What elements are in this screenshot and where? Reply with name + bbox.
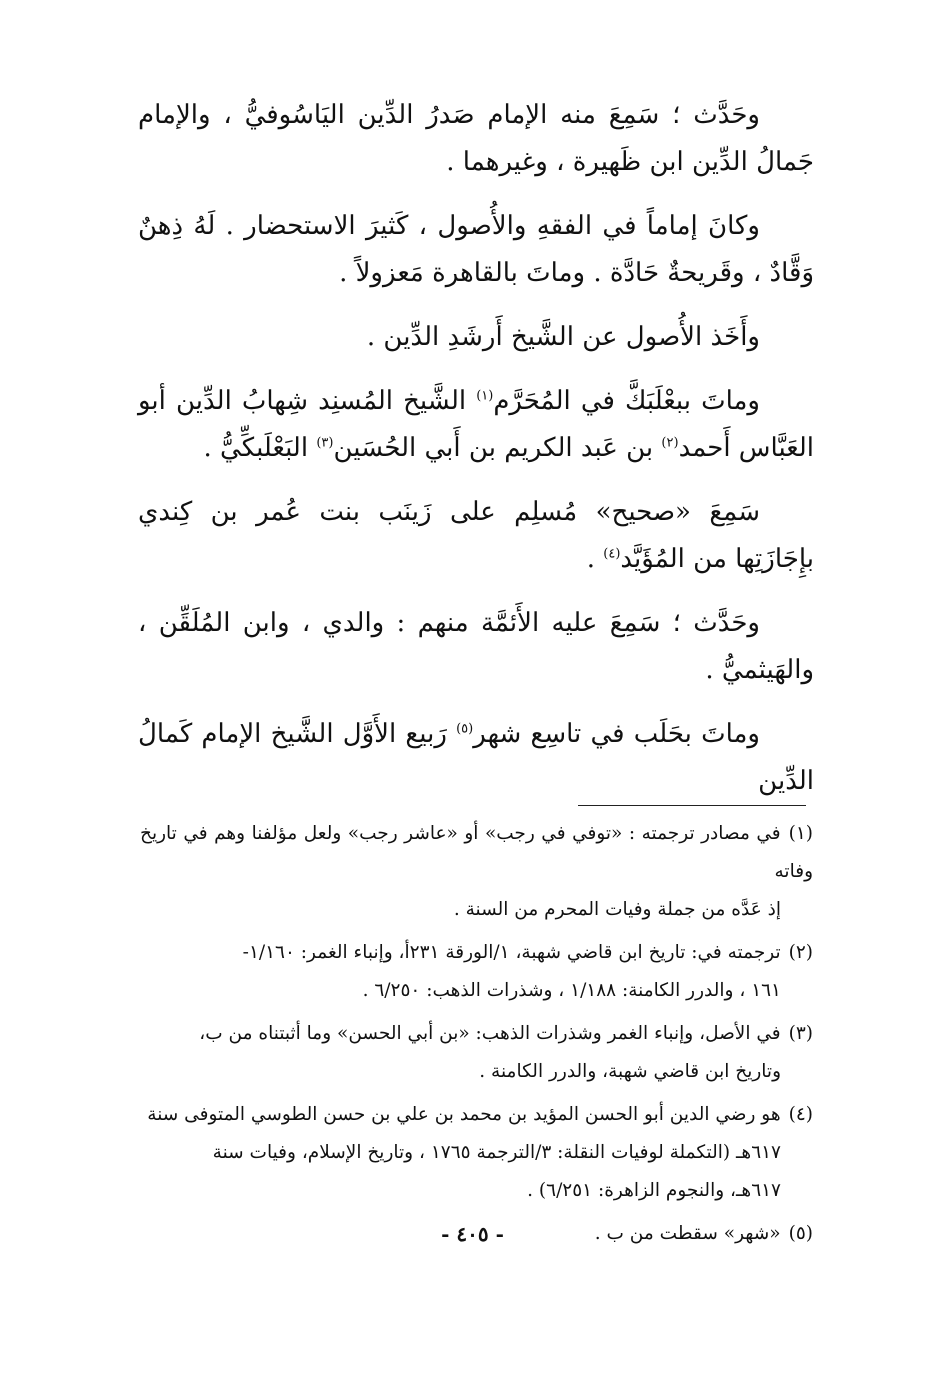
- footnote-number: (٤): [788, 1104, 813, 1125]
- paragraph-text: وكانَ إماماً في الفقهِ والأُصول ، كَثيرَ الاستحضار . لَهُ ذِهنٌ وَقَّادٌ ، وقَريحةٌ حَادَّة . وماتَ بالقاهرة مَعزولاً .: [138, 211, 814, 288]
- footnote-2: [140, 934, 813, 1010]
- footnote-text-continued: ١٦١ ، والدرر الكامنة: ١/١٨٨ ، وشذرات الذهب: ٦/٢٥٠ .: [362, 980, 781, 1001]
- footnote-text-continued: ٦١٧هـ (التكملة لوفيات النقلة: ٣/الترجمة ١٧٦٥ ، وتاريخ الإسلام، وفيات سنة: [212, 1142, 781, 1163]
- paragraph-6: [138, 600, 814, 694]
- paragraph-text: وحَدَّث ؛ سَمِعَ عليه الأَئمَّة منهم : والدي ، وابن المُلَقِّن ، والهَيثميُّ .: [138, 608, 814, 685]
- paragraph-text: البَعْلَبكِّيُّ .: [203, 433, 317, 463]
- paragraph-3: [138, 314, 814, 361]
- paragraph-text: وحَدَّث ؛ سَمِعَ منه الإمام صَدرُ الدِّين اليَاسُوفيُّ ، والإمام جَمالُ الدِّين ابن ظَهيرة ، وغيرهما .: [138, 100, 814, 177]
- paragraph-text: رَبيع الأَوَّل الشَّيخ الإمام كَمالُ الدِّين: [138, 719, 814, 796]
- footnote-3: [140, 1015, 813, 1091]
- footnote-number: (٢): [788, 942, 813, 963]
- footnote-number: (٣): [788, 1023, 813, 1044]
- paragraph-4: [138, 378, 814, 472]
- page-number: - ٤٠٥ -: [441, 1222, 504, 1246]
- footnote-separator: [578, 805, 806, 806]
- paragraph-1: [138, 92, 814, 186]
- footnote-marker[interactable]: (٣): [316, 435, 334, 451]
- paragraph-text: وماتَ بحَلَب في تاسِع شهر: [473, 719, 760, 749]
- footnotes: [140, 815, 813, 1258]
- paragraph-2: [138, 203, 814, 297]
- footnote-marker[interactable]: (٥): [456, 721, 474, 737]
- footnote-number: (١): [788, 823, 813, 844]
- paragraph-text: وماتَ ببعْلَبَكَّ في المُحَرَّم: [493, 386, 760, 416]
- footnote-text: في مصادر ترجمته : «توفي في رجب» أو «عاشر رجب» ولعل مؤلفنا وهم في تاريخ وفاته: [140, 823, 813, 882]
- paragraph-text: سَمِعَ «صحيح» مُسلِم على زَينَب بنت عُمر بن كِندي بإِجَازَتِها من المُؤَيَّد: [138, 497, 814, 574]
- footnote-number: (٥): [788, 1223, 813, 1244]
- paragraph-7: [138, 711, 814, 805]
- paragraph-text: الشَّيخ المُسنِد شِهابُ الدِّين أبو العَبَّاس أَحمد: [138, 386, 814, 463]
- paragraph-5: [138, 489, 814, 583]
- footnote-text: «شهر» سقطت من ب .: [594, 1223, 781, 1244]
- footnote-text: ترجمته في: تاريخ ابن قاضي شهبة، ١/الورقة ٢٣١أ، وإنباء الغمر: ١/١٦٠-: [242, 942, 781, 963]
- footnote-1: [140, 815, 813, 929]
- footnote-text-continued: إذ عَدَّه من جملة وفيات المحرم من السنة .: [453, 899, 781, 920]
- main-text: [138, 92, 814, 822]
- paragraph-text: .: [586, 544, 604, 574]
- footnote-text: في الأصل، وإنباء الغمر وشذرات الذهب: «بن أبي الحسن» وما أثبتناه من ب،: [199, 1023, 781, 1044]
- footnote-marker[interactable]: (٢): [661, 435, 679, 451]
- footnote-text-continued: ٦١٧هـ، والنجوم الزاهرة: ٦/٢٥١) .: [527, 1180, 781, 1201]
- paragraph-text: بن عَبد الكريم بن أَبي الحُسَين: [333, 433, 662, 463]
- footnote-marker[interactable]: (١): [476, 388, 494, 404]
- footnote-text-continued: وتاريخ ابن قاضي شهبة، والدرر الكامنة .: [479, 1061, 781, 1082]
- footnote-marker[interactable]: (٤): [603, 546, 621, 562]
- paragraph-text: وأَخَذ الأُصول عن الشَّيخ أَرشَدِ الدِّين .: [366, 322, 760, 352]
- footnote-4: [140, 1096, 813, 1210]
- footnote-text: هو رضي الدين أبو الحسن المؤيد بن محمد بن علي بن حسن الطوسي المتوفى سنة: [147, 1104, 781, 1125]
